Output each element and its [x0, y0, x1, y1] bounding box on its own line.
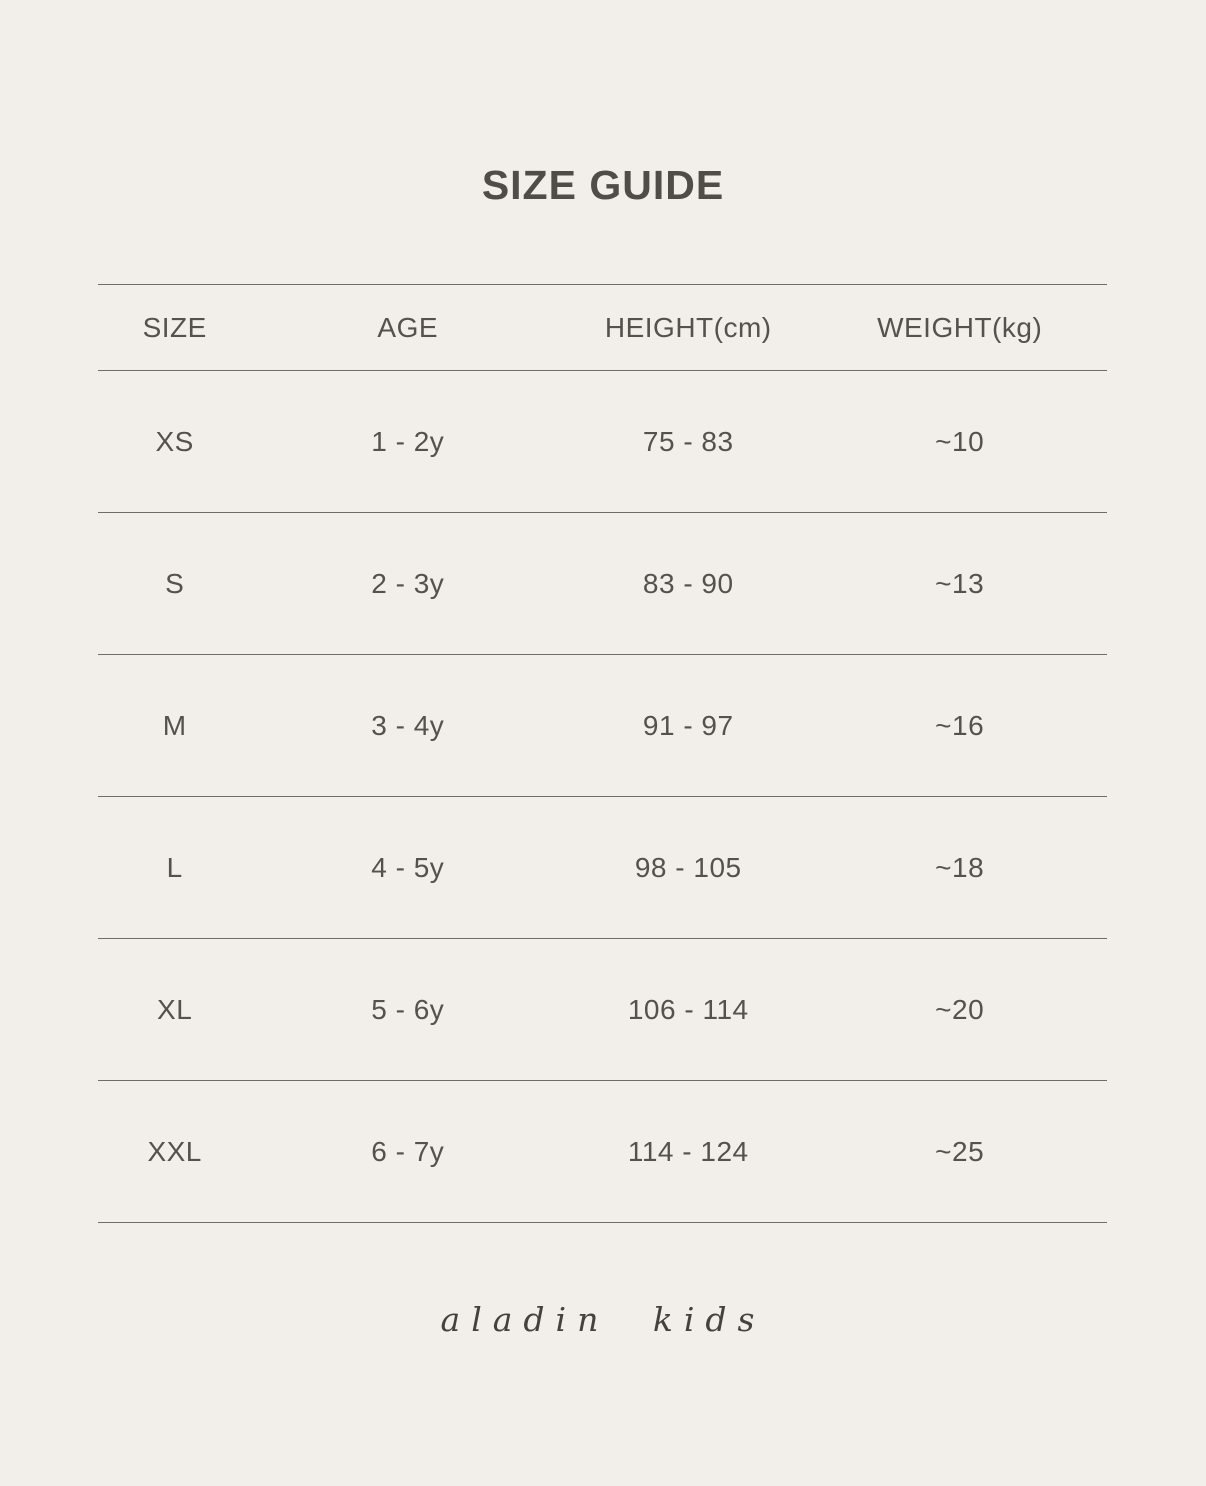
table-row-xxl: [98, 1081, 1107, 1223]
page-title: SIZE GUIDE: [481, 162, 725, 208]
cell-size: XXL: [147, 1135, 202, 1167]
cell-weight: ~16: [935, 709, 985, 741]
table-row-xs: [98, 371, 1107, 513]
cell-weight: ~10: [935, 425, 985, 457]
cell-weight: ~13: [935, 567, 985, 599]
cell-size: XL: [157, 993, 193, 1025]
cell-age: 1 - 2y: [371, 425, 445, 457]
cell-height: 75 - 83: [642, 425, 734, 457]
cell-size: XS: [155, 425, 194, 457]
cell-height: 98 - 105: [634, 851, 742, 883]
cell-age: 2 - 3y: [371, 567, 445, 599]
cell-size: M: [162, 709, 187, 741]
cell-weight: ~20: [935, 993, 985, 1025]
cell-age: 3 - 4y: [371, 709, 445, 741]
header-cell-weight: WEIGHT(kg): [877, 311, 1043, 343]
table-row-s: [98, 513, 1107, 655]
table-row-l: [98, 797, 1107, 939]
cell-age: 5 - 6y: [371, 993, 445, 1025]
cell-height: 91 - 97: [642, 709, 734, 741]
table-row-m: [98, 655, 1107, 797]
cell-age: 4 - 5y: [371, 851, 445, 883]
cell-weight: ~25: [935, 1135, 985, 1167]
size-guide-table: [98, 284, 1107, 1223]
brand-logo-text: aladin kids: [440, 1300, 766, 1339]
cell-size: S: [165, 567, 185, 599]
cell-height: 106 - 114: [627, 993, 749, 1025]
cell-height: 114 - 124: [627, 1135, 749, 1167]
table-header-row: [98, 285, 1107, 371]
cell-height: 83 - 90: [642, 567, 734, 599]
header-cell-age: AGE: [377, 311, 439, 343]
cell-weight: ~18: [935, 851, 985, 883]
cell-age: 6 - 7y: [371, 1135, 445, 1167]
cell-size: L: [166, 851, 183, 883]
table-row-xl: [98, 939, 1107, 1081]
header-cell-size: SIZE: [142, 311, 207, 343]
header-cell-height: HEIGHT(cm): [604, 311, 772, 343]
